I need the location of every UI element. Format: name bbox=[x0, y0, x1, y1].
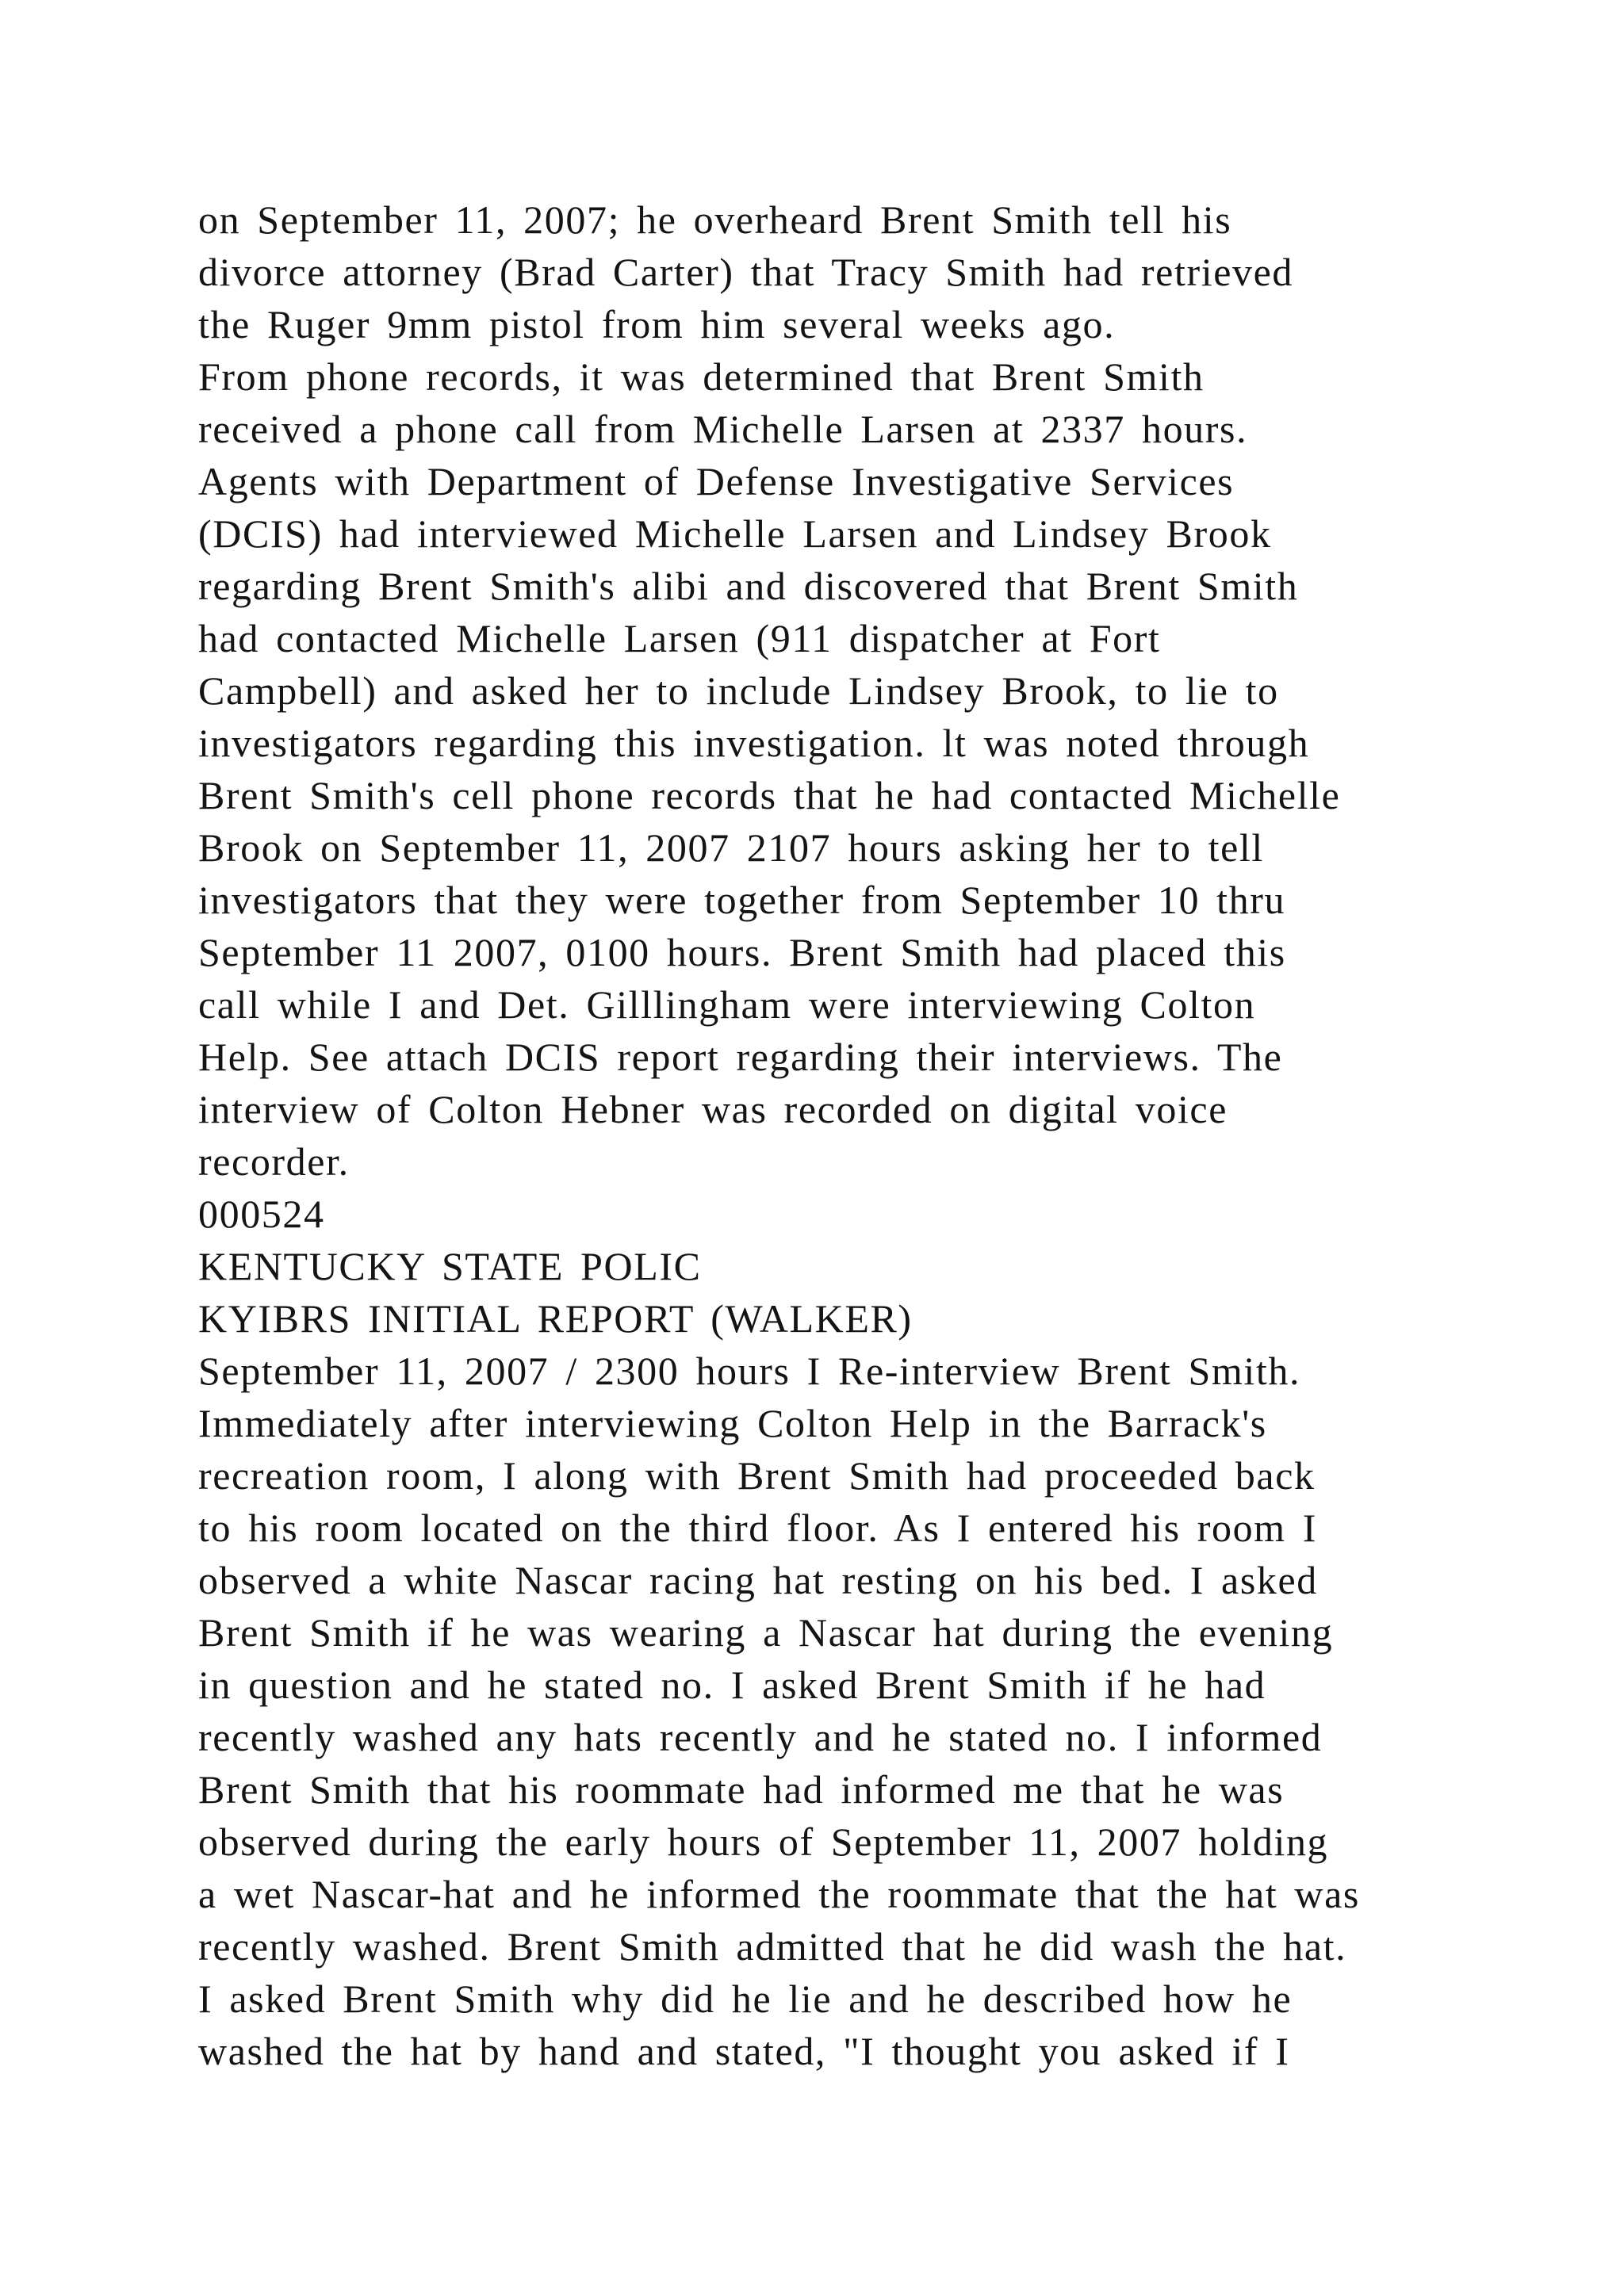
document-text bbox=[198, 193, 1610, 2077]
text-line: divorce attorney (Brad Carter) that Tracy Smith had retrieved bbox=[198, 250, 1293, 294]
page-reference-number: 000524 bbox=[198, 1192, 325, 1236]
text-line: observed a white Nascar racing hat resting on his bed. I asked bbox=[198, 1558, 1318, 1602]
text-line: September 11, 2007 / 2300 hours I Re-interview Brent Smith. bbox=[198, 1349, 1301, 1393]
text-line: on September 11, 2007; he overheard Brent Smith tell his bbox=[198, 197, 1232, 242]
text-line: Help. See attach DCIS report regarding their interviews. The bbox=[198, 1035, 1283, 1079]
text-line: investigators that they were together from September 10 thru bbox=[198, 878, 1286, 922]
text-line: recently washed. Brent Smith admitted that he did wash the hat. bbox=[198, 1924, 1347, 1969]
text-line: Brook on September 11, 2007 2107 hours asking her to tell bbox=[198, 825, 1264, 870]
text-line: Agents with Department of Defense Investigative Services bbox=[198, 459, 1235, 503]
text-line: Brent Smith if he was wearing a Nascar hat during the evening bbox=[198, 1610, 1334, 1655]
text-line: regarding Brent Smith's alibi and discovered that Brent Smith bbox=[198, 564, 1299, 608]
text-line: From phone records, it was determined that Brent Smith bbox=[198, 354, 1205, 399]
text-line: Brent Smith that his roommate had informed me that he was bbox=[198, 1767, 1285, 1812]
text-line: received a phone call from Michelle Larsen at 2337 hours. bbox=[198, 407, 1248, 451]
text-line: recorder. bbox=[198, 1139, 350, 1184]
text-line: call while I and Det. Gilllingham were interviewing Colton bbox=[198, 982, 1256, 1027]
text-line: washed the hat by hand and stated, "I thought you asked if I bbox=[198, 2029, 1290, 2073]
text-line: observed during the early hours of September 11, 2007 holding bbox=[198, 1820, 1329, 1864]
text-line: had contacted Michelle Larsen (911 dispatcher at Fort bbox=[198, 616, 1161, 660]
agency-heading: KENTUCKY STATE POLIC bbox=[198, 1244, 702, 1288]
text-line: recreation room, I along with Brent Smith had proceeded back bbox=[198, 1453, 1316, 1498]
text-line: a wet Nascar-hat and he informed the roommate that the hat was bbox=[198, 1872, 1360, 1916]
text-line: Brent Smith's cell phone records that he had contacted Michelle bbox=[198, 773, 1341, 817]
text-line: Campbell) and asked her to include Lindsey Brook, to lie to bbox=[198, 668, 1279, 713]
text-line: investigators regarding this investigation. lt was noted through bbox=[198, 721, 1310, 765]
text-line: (DCIS) had interviewed Michelle Larsen and Lindsey Brook bbox=[198, 511, 1272, 556]
text-line: Immediately after interviewing Colton Help in the Barrack's bbox=[198, 1401, 1267, 1445]
text-line: recently washed any hats recently and he stated no. I informed bbox=[198, 1715, 1323, 1759]
report-heading: KYIBRS INITIAL REPORT (WALKER) bbox=[198, 1296, 913, 1341]
text-line: in question and he stated no. I asked Brent Smith if he had bbox=[198, 1663, 1266, 1707]
text-line: I asked Brent Smith why did he lie and he described how he bbox=[198, 1976, 1293, 2021]
text-line: to his room located on the third floor. As I entered his room I bbox=[198, 1506, 1318, 1550]
text-line: September 11 2007, 0100 hours. Brent Smith had placed this bbox=[198, 930, 1286, 974]
text-line: interview of Colton Hebner was recorded on digital voice bbox=[198, 1087, 1228, 1131]
text-line: the Ruger 9mm pistol from him several weeks ago. bbox=[198, 302, 1116, 346]
